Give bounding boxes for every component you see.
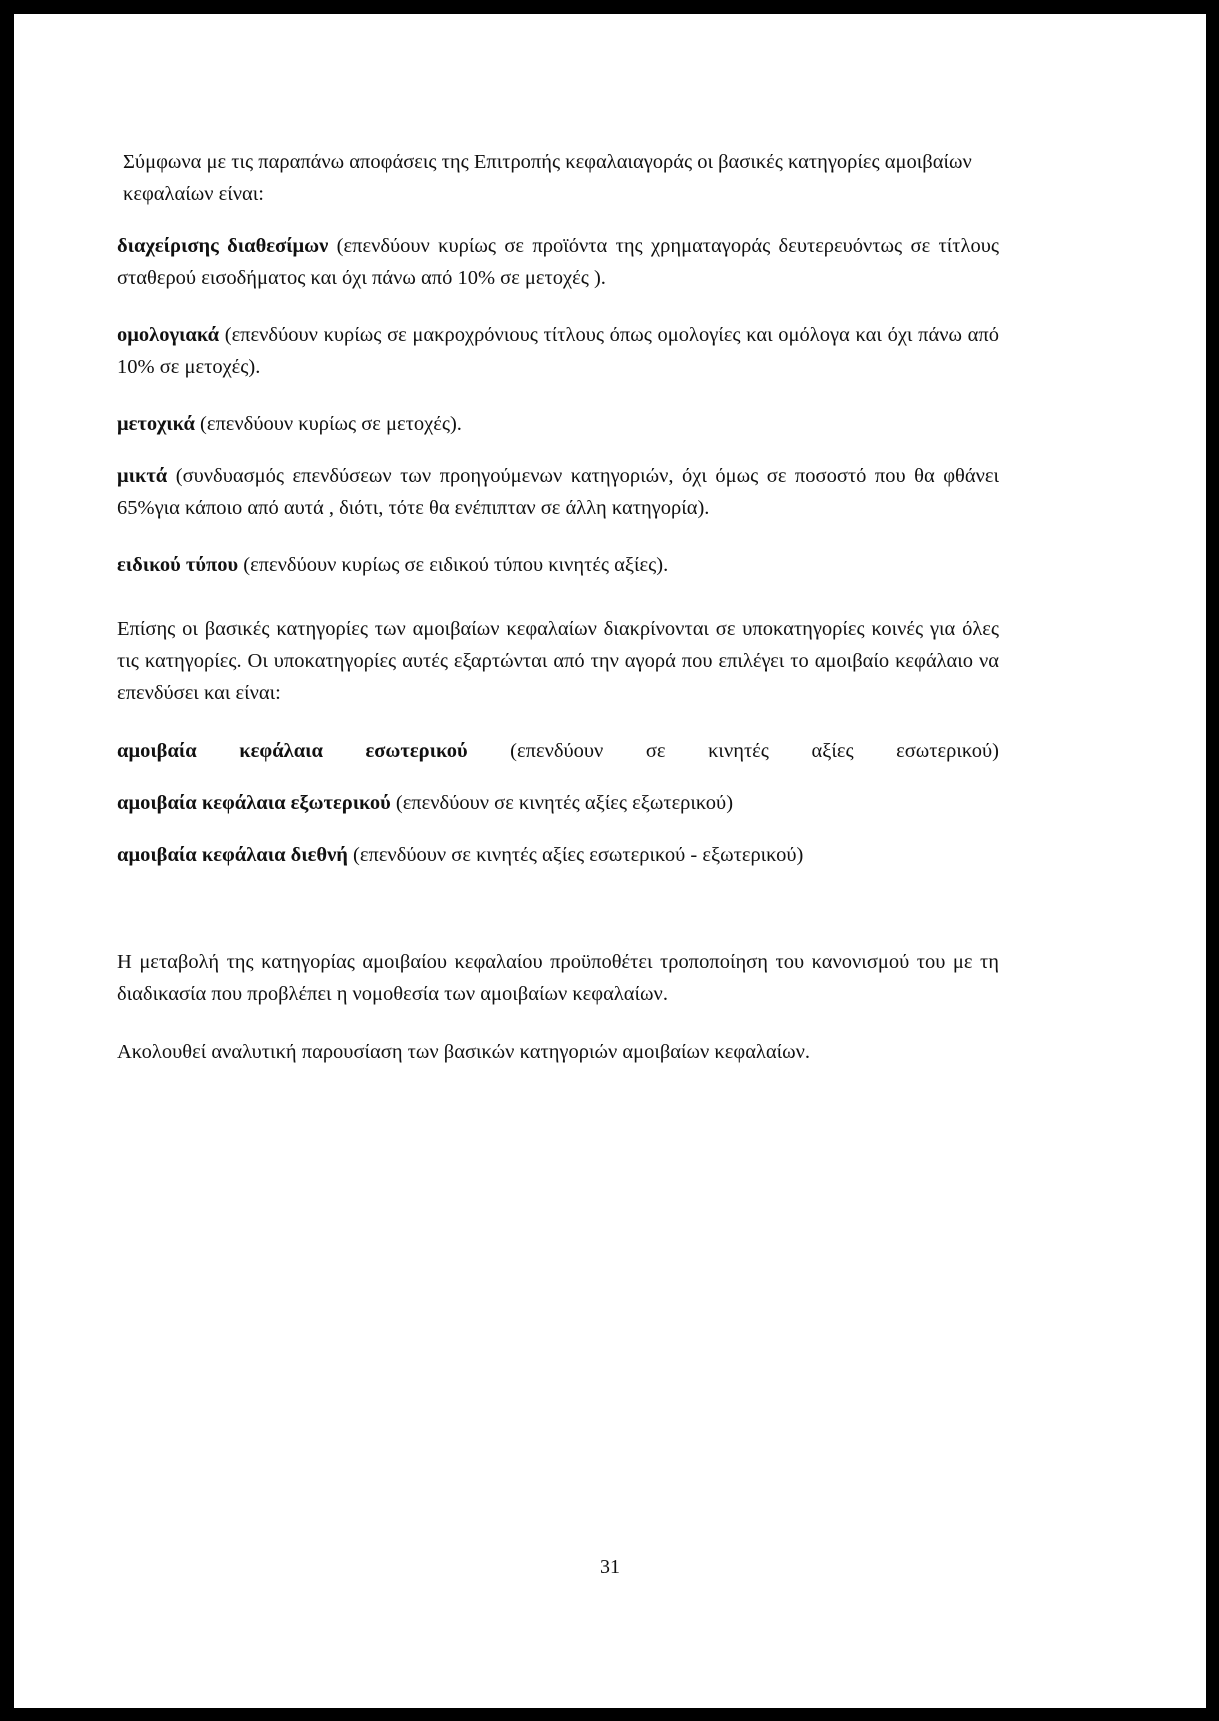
category-description: (επενδύουν κυρίως σε ειδικού τύπου κινητές αξίες).	[238, 554, 669, 576]
subcategory-term: αμοιβαία κεφάλαια εξωτερικού	[117, 792, 391, 814]
document-page	[14, 14, 1206, 1708]
intro-paragraph: Σύμφωνα με τις παραπάνω αποφάσεις της Επιτροπής κεφαλαιαγοράς οι βασικές κατηγορίες αμοιβαίων κεφαλαίων είναι:	[123, 151, 972, 205]
category-term: μετοχικά	[117, 413, 195, 435]
category-equity	[117, 408, 999, 440]
category-description: (επενδύουν κυρίως σε προϊόντα της χρηματαγοράς δευτερευόντως σε τίτλους σταθερού εισοδήματος και όχι πάνω από 10% σε μετοχές ).	[117, 235, 999, 289]
category-money-market	[117, 230, 999, 294]
category-description: (επενδύουν κυρίως σε μετοχές).	[194, 413, 462, 435]
category-description: (επενδύουν κυρίως σε μακροχρόνιους τίτλους όπως ομολογίες και ομόλογα και όχι πάνω από 10% σε μετοχές).	[117, 324, 999, 378]
page-number: 31	[600, 1556, 620, 1578]
subcategory-term: αμοιβαία κεφάλαια διεθνή	[117, 844, 348, 866]
category-change-paragraph: Η μεταβολή της κατηγορίας αμοιβαίου κεφαλαίου προϋποθέτει τροποποίηση του κανονισμού του με τη διαδικασία που προβλέπει η νομοθεσία των αμοιβαίων κεφαλαίων.	[117, 951, 999, 1005]
category-special	[117, 549, 999, 581]
subcategory-term: αμοιβαία κεφάλαια εσωτερικού	[117, 740, 468, 762]
category-mixed	[117, 460, 999, 524]
subcategory-description: (επενδύουν σε κινητές αξίες εσωτερικού - εξωτερικού)	[347, 844, 804, 866]
subcategory-domestic	[117, 735, 999, 767]
category-term: ειδικού τύπου	[117, 554, 239, 576]
category-term: διαχείρισης διαθεσίμων	[117, 235, 329, 257]
category-term: μικτά	[117, 465, 168, 487]
subcategory-foreign	[117, 787, 999, 819]
category-description: (συνδυασμός επενδύσεων των προηγούμενων κατηγοριών, όχι όμως σε ποσοστό που θα φθάνει 65%για κάποιο από αυτά , διότι, τότε θα ενέπιπταν σε άλλη κατηγορία).	[117, 465, 999, 519]
subcategory-description: (επενδύουν σε κινητές αξίες εσωτερικού)	[467, 740, 999, 762]
category-bond	[117, 319, 999, 383]
subcategory-description: (επενδύουν σε κινητές αξίες εξωτερικού)	[390, 792, 734, 814]
category-term: ομολογιακά	[117, 324, 220, 346]
subcategory-international	[117, 839, 999, 871]
document-body	[117, 146, 999, 1094]
closing-paragraph: Ακολουθεί αναλυτική παρουσίαση των βασικών κατηγοριών αμοιβαίων κεφαλαίων.	[117, 1041, 811, 1063]
subcategories-intro-paragraph: Επίσης οι βασικές κατηγορίες των αμοιβαίων κεφαλαίων διακρίνονται σε υποκατηγορίες κοινές για όλες τις κατηγορίες. Οι υποκατηγορίες αυτές εξαρτώνται από την αγορά που επιλέγει το αμοιβαίο κεφάλαιο να επενδύσει και είναι:	[117, 618, 999, 704]
